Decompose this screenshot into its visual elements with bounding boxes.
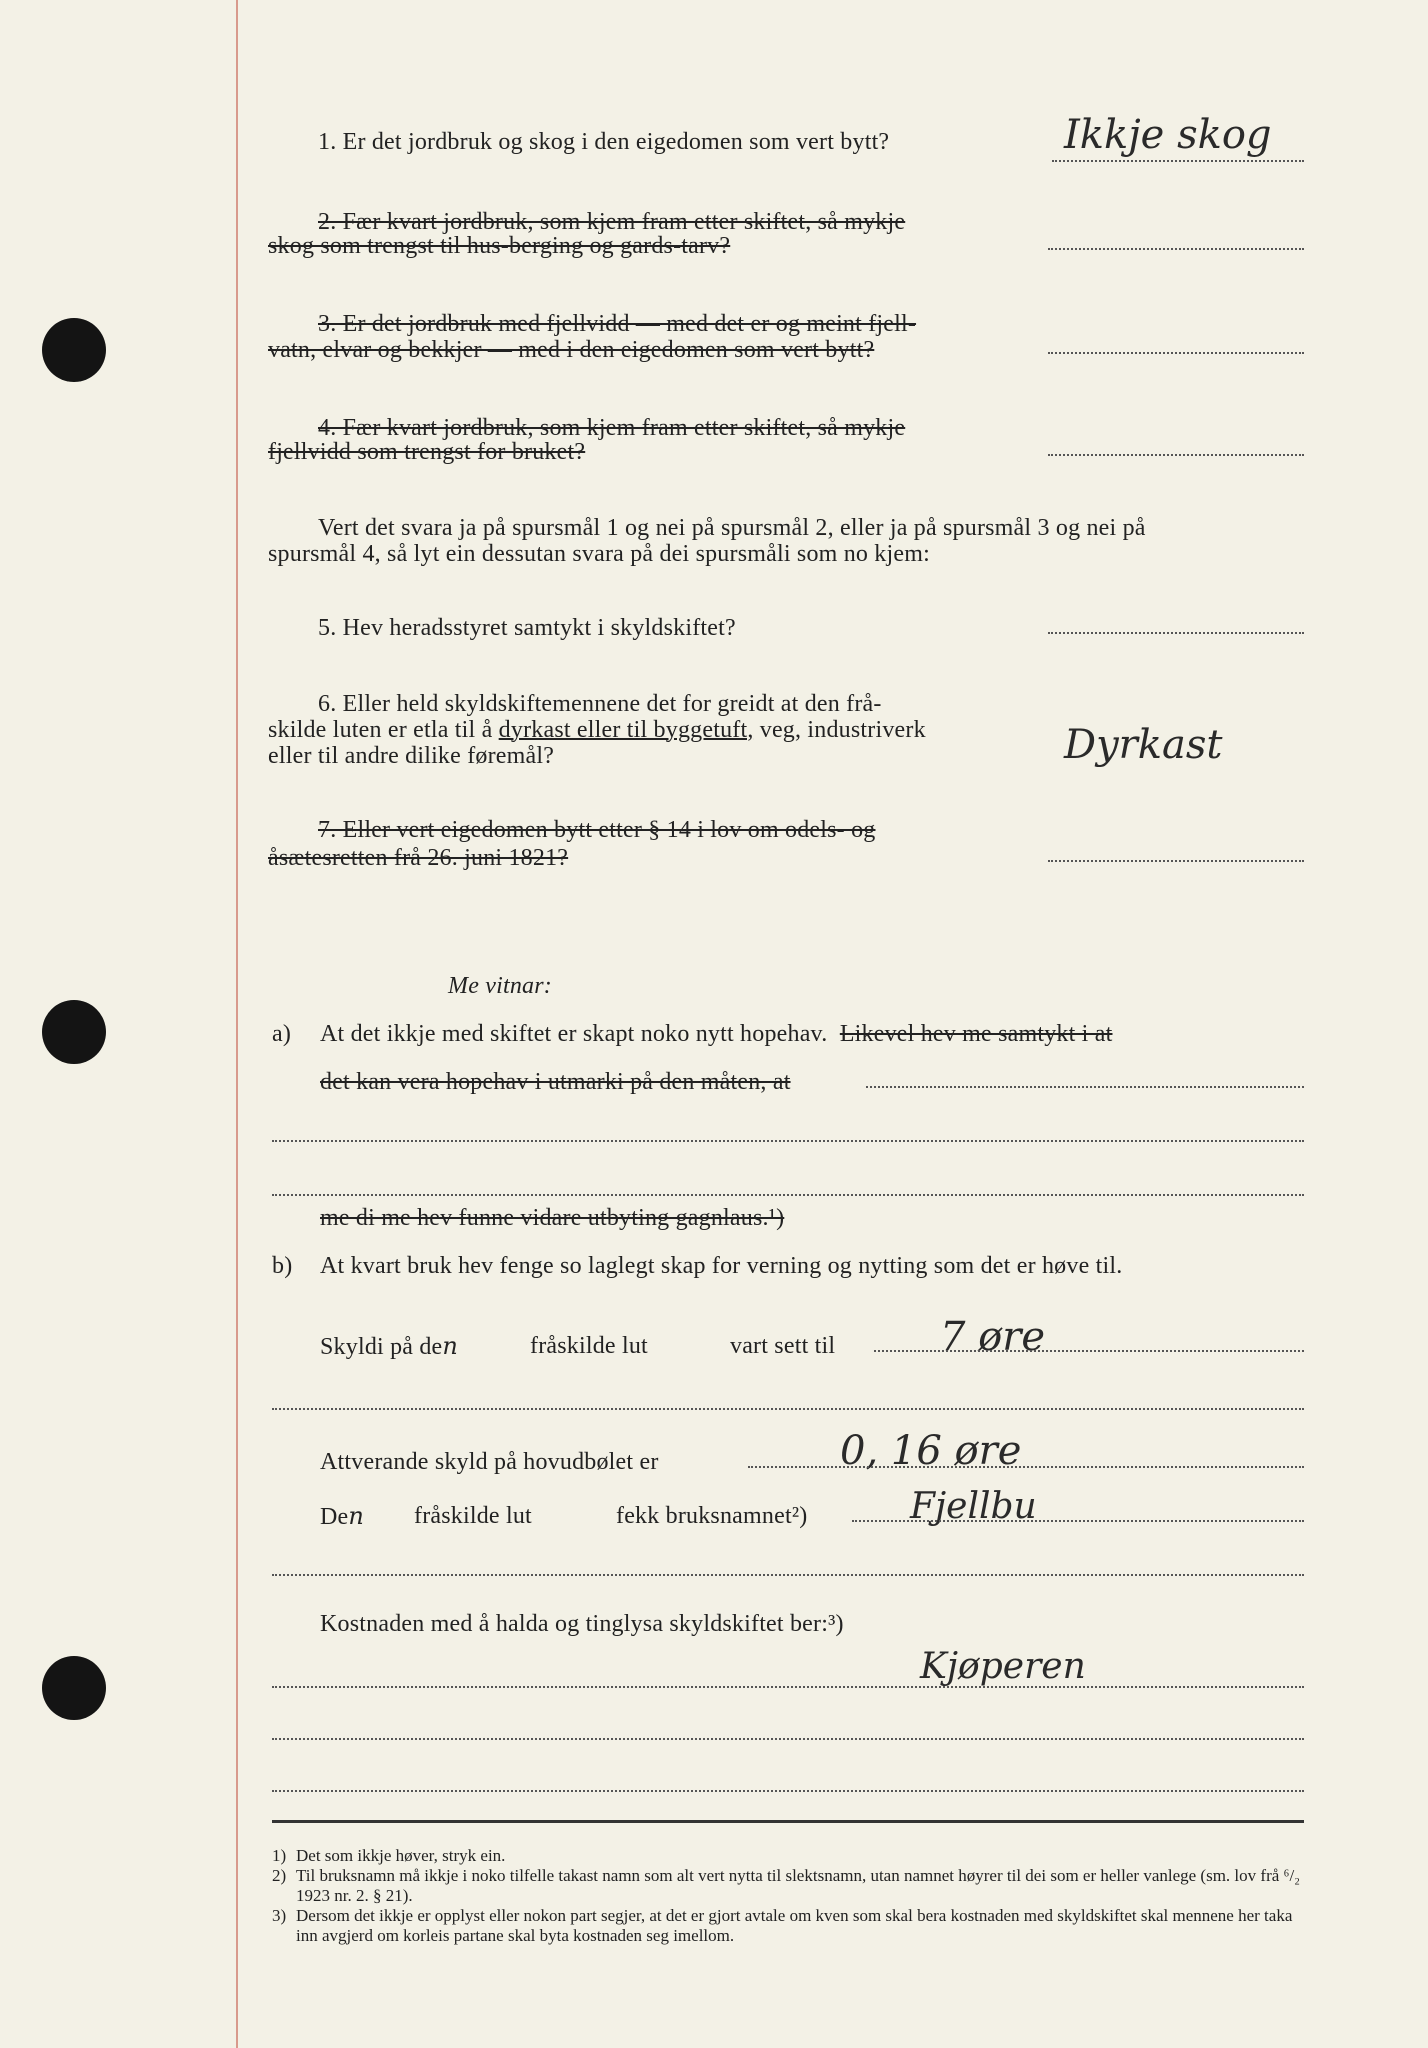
answer-line (1048, 454, 1304, 456)
question-1: 1. Er det jordbruk og skog i den eigedomen som vert bytt? (318, 129, 890, 155)
blank-line (272, 1790, 1304, 1792)
blank-line (272, 1738, 1304, 1740)
blank-line (272, 1686, 1304, 1688)
punch-hole (42, 1000, 106, 1064)
field-line (874, 1350, 1304, 1352)
answer-6-handwritten: Dyrkast (1064, 722, 1223, 768)
intro-line2: spursmål 4, så lyt ein dessutan svara på dei spursmåli som no kjem: (268, 541, 930, 567)
blank-line (272, 1140, 1304, 1142)
footnote-rule (272, 1820, 1304, 1823)
den-label: Den (320, 1502, 365, 1530)
attverande-value-handwritten: 0, 16 øre (840, 1428, 1022, 1474)
question-3-line2: vatn, elvar og bekkjer — med i den eigedomen som vert bytt? (268, 337, 875, 363)
skyld-label2: vart sett til (730, 1333, 836, 1359)
blank-line (272, 1408, 1304, 1410)
witness-a-line2: det kan vera hopehav i utmarki på den måten, at (320, 1069, 791, 1095)
question-4-line1: 4. Fær kvart jordbruk, som kjem fram etter skiftet, så mykje (318, 415, 906, 441)
answer-line (1048, 632, 1304, 634)
kostnad-value-handwritten: Kjøperen (920, 1646, 1086, 1687)
intro-line1: Vert det svara ja på spursmål 1 og nei på spursmål 2, eller ja på spursmål 3 og nei på (318, 515, 1146, 541)
footnotes (272, 1846, 1312, 1946)
attverande-label: Attverande skyld på hovudbølet er (320, 1449, 659, 1475)
punch-hole (42, 1656, 106, 1720)
punch-hole (42, 318, 106, 382)
question-2-line1: 2. Fær kvart jordbruk, som kjem fram etter skiftet, så mykje (318, 209, 906, 235)
margin-line (236, 0, 238, 2048)
footnote-1: 1) Det som ikkje høver, stryk ein. (272, 1846, 506, 1865)
question-6-line3: eller til andre dilike føremål? (268, 743, 555, 769)
blank-line (272, 1194, 1304, 1196)
question-6-line1: 6. Eller held skyldskiftemennene det for greidt at den frå- (318, 691, 882, 717)
question-5: 5. Hev heradsstyret samtykt i skyldskiftet? (318, 615, 736, 641)
question-3-line1: 3. Er det jordbruk med fjellvidd — med det er og meint fjell- (318, 311, 917, 337)
skyld-mid-label: fråskilde lut (530, 1333, 648, 1359)
bruksnamn-value-handwritten: Fjellbu (910, 1486, 1037, 1527)
den-label2: fekk bruksnamnet²) (616, 1503, 808, 1529)
answer-1-handwritten: Ikkje skog (1064, 112, 1272, 158)
question-2-line2: skog som trengst til hus-berging og gards-tarv? (268, 233, 731, 259)
witness-b-text: At kvart bruk hev fenge so laglegt skap for verning og nytting som det er høve til. (320, 1253, 1123, 1279)
witness-a-label: a) (272, 1021, 292, 1047)
footnote-2: 2) Til bruksnamn må ikkje i noko tilfelle takast namn som alt vert nytta til slektsnamn, utan namnet høyrer til dei som er heller vanlege (sm. lov frå ⁶/₂ 1923 nr. 2. § 21). (272, 1866, 1301, 1905)
witness-a-line1: At det ikkje med skiftet er skapt noko nytt hopehav. Likevel hev me samtykt i at (320, 1021, 1113, 1047)
witness-heading: Me vitnar: (448, 973, 552, 999)
field-line (748, 1466, 1304, 1468)
underlined-text: dyrkast eller til byggetuft, (498, 717, 754, 743)
answer-line (1048, 860, 1304, 862)
witness-b-label: b) (272, 1253, 293, 1279)
footnote-3: 3) Dersom det ikkje er opplyst eller nokon part segjer, at det er gjort avtale om kven som skal bera kostnaden med skyldskiftet skal mennene her taka inn avgjerd om korleis partane skal byta kostnaden seg imellom. (272, 1906, 1293, 1945)
blank-line (272, 1574, 1304, 1576)
question-7-line1: 7. Eller vert eigedomen bytt etter § 14 i lov om odels- og (318, 817, 876, 843)
question-7-line2: åsætesretten frå 26. juni 1821? (268, 845, 569, 871)
question-6-line2: skilde luten er etla til å dyrkast eller til byggetuft, veg, industriverk (268, 717, 926, 743)
skyld-value-handwritten: 7 øre (940, 1314, 1046, 1360)
question-4-line2: fjellvidd som trengst for bruket? (268, 439, 586, 465)
field-line (852, 1520, 1304, 1522)
kostnad-label: Kostnaden med å halda og tinglysa skyldskiftet ber:³) (320, 1611, 844, 1637)
skyld-label: Skyldi på den (320, 1332, 459, 1360)
answer-line (1048, 248, 1304, 250)
den-mid-label: fråskilde lut (414, 1503, 532, 1529)
answer-line (1052, 160, 1304, 162)
witness-a-line3: me di me hev funne vidare utbyting gagnlaus.¹) (320, 1205, 785, 1231)
blank-line (866, 1086, 1304, 1088)
answer-line (1048, 352, 1304, 354)
